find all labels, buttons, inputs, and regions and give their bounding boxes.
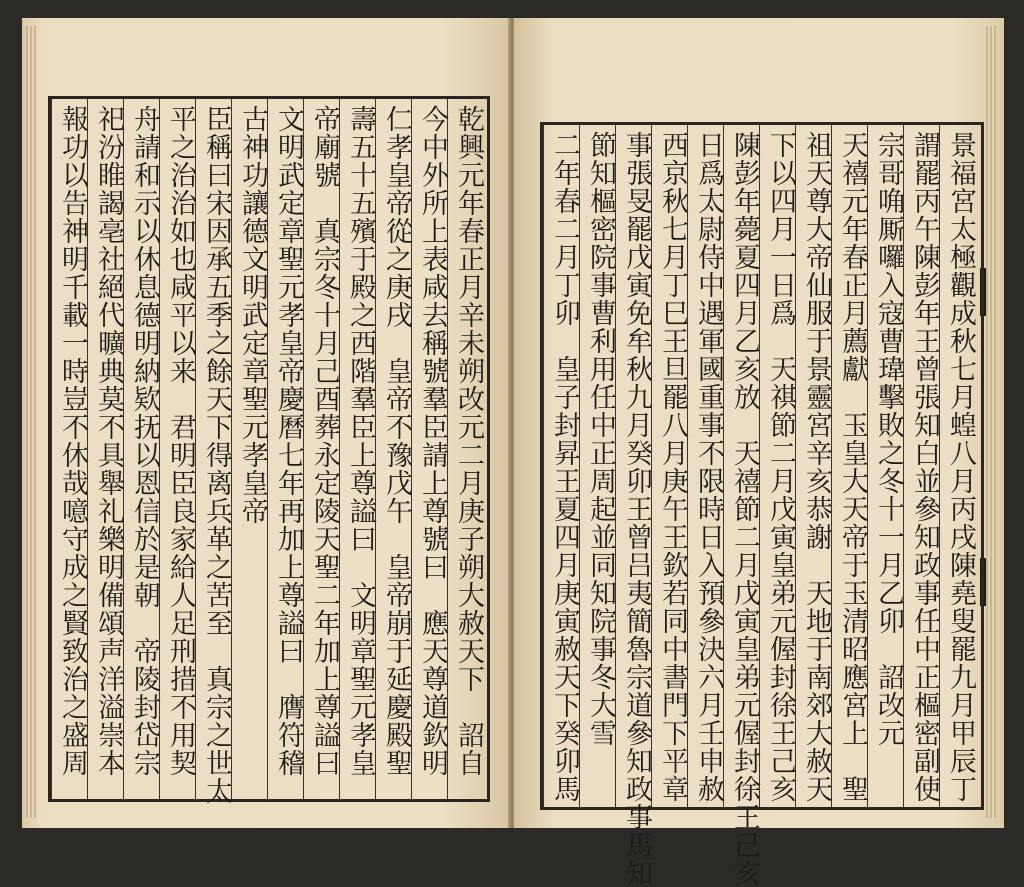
right-column-4 bbox=[651, 125, 692, 807]
right-page bbox=[514, 18, 1004, 887]
right-column-2 bbox=[579, 125, 620, 807]
column-text: 今中外所上表咸去稱號羣臣請上尊號曰 應天尊道欽明 bbox=[417, 105, 448, 777]
left-page-edge bbox=[26, 26, 36, 818]
right-column-7 bbox=[759, 125, 800, 807]
right-column-9 bbox=[831, 125, 872, 807]
column-text: 西京秋七月丁巳王旦罷八月庚午王欽若同中書門下平章 bbox=[657, 131, 688, 803]
right-column-3 bbox=[615, 125, 656, 887]
column-text: 報功以告神明千載一時豈不休哉噫守成之賢致治之盛周 bbox=[57, 105, 88, 777]
open-book bbox=[22, 18, 1004, 887]
column-text: 景福宮太極觀成秋七月蝗八月丙戌陳堯叟罷九月甲辰丁 bbox=[945, 131, 976, 803]
right-page-edge bbox=[986, 26, 996, 818]
left-column-7 bbox=[267, 99, 308, 799]
column-text: 節知樞密院事曹利用任中正周起並同知院事冬大雪 bbox=[585, 131, 616, 747]
left-column-8 bbox=[303, 99, 344, 799]
right-column-1 bbox=[543, 125, 584, 807]
column-text: 宗哥唃厮囉入寇曹瑋擊敗之冬十一月乙卯 詔改元 bbox=[873, 131, 904, 747]
column-text: 謂罷丙午陳彭年王曾張知白並參知政事任中正樞密副使 bbox=[909, 131, 940, 803]
right-column-8 bbox=[795, 125, 836, 807]
left-column-11 bbox=[411, 99, 452, 799]
right-column-10 bbox=[867, 125, 908, 807]
column-text: 帝廟號 真宗冬十月己酉葬永定陵天聖二年加上尊謚曰 bbox=[309, 105, 340, 777]
column-text: 祖天尊大帝仙服于景靈宮辛亥恭謝 天地于南郊大赦天 bbox=[801, 131, 832, 803]
right-column-6 bbox=[723, 125, 764, 887]
column-text: 壽五十五殯于殿之西階羣臣上尊謚曰 文明章聖元孝皇 bbox=[345, 105, 376, 777]
column-text: 仁孝皇帝從之庚戌 皇帝不豫戊午 皇帝崩于延慶殿聖 bbox=[381, 105, 412, 777]
right-column-5 bbox=[687, 125, 728, 807]
right-text-frame bbox=[540, 122, 984, 887]
left-column-9 bbox=[339, 99, 380, 799]
left-text-frame bbox=[48, 96, 490, 805]
left-column-2 bbox=[87, 99, 128, 799]
column-text: 日爲太尉侍中遇軍國重事不限時日入預參決六月壬申赦 bbox=[693, 131, 724, 803]
column-text: 古神功讓德文明武定章聖元孝皇帝 bbox=[237, 105, 268, 525]
column-text: 陳彭年薨夏四月乙亥放 天禧節二月戊寅皇弟元偓封徐王己亥 bbox=[729, 131, 760, 887]
left-column-4 bbox=[159, 99, 200, 799]
column-text: 臣稱曰宋因承五季之餘天下得离兵革之苦至 真宗之世太 bbox=[201, 105, 232, 805]
column-text: 下以四月一日爲 天祺節二月戊寅皇弟元偓封徐王己亥 bbox=[765, 131, 796, 803]
column-text: 文明武定章聖元孝皇帝慶曆七年再加上尊謚曰 膺符稽 bbox=[273, 105, 304, 777]
left-column-6 bbox=[231, 99, 272, 799]
left-column-10 bbox=[375, 99, 416, 799]
column-text: 舟請和示以休息德明納欵抚以恩信於是朝 帝陵封岱宗 bbox=[129, 105, 160, 777]
left-page bbox=[22, 18, 510, 828]
right-column-12 bbox=[939, 125, 980, 807]
left-column-3 bbox=[123, 99, 164, 799]
left-column-12 bbox=[447, 99, 488, 799]
left-column-5 bbox=[195, 99, 236, 805]
column-text: 平之治治如也咸平以来 君明臣良家給人足刑措不用契 bbox=[165, 105, 196, 777]
column-text: 乾興元年春正月辛未朔改元二月庚子朔大赦天下 詔自 bbox=[453, 105, 484, 777]
right-column-11 bbox=[903, 125, 944, 807]
column-text: 天禧元年春正月薦獻 玉皇大天帝于玉清昭應宮上 聖 bbox=[837, 131, 868, 803]
column-text: 事張旻罷戊寅免牟秋九月癸卯王曾吕夷簡魯宗道參知政事馬知 bbox=[621, 131, 652, 887]
left-column-1 bbox=[51, 99, 92, 799]
column-text: 二年春二月丁卯 皇子封昇王夏四月庚寅赦天下癸卯馬 bbox=[549, 131, 580, 803]
column-text: 祀汾睢謁亳社絕代曠典莫不具舉礼樂明備頌声洋溢崇本 bbox=[93, 105, 124, 777]
